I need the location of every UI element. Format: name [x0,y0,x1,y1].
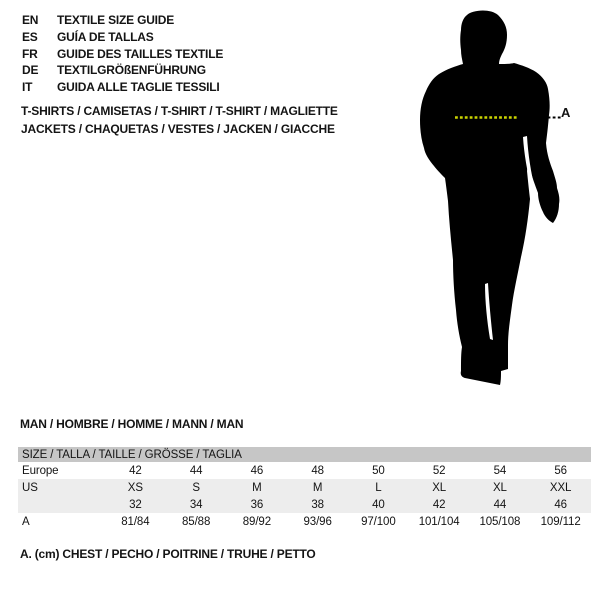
language-row-fr [22,47,223,64]
table-cell: 97/100 [361,515,396,528]
table-cell: 101/104 [418,515,460,528]
category-lines [21,103,338,138]
language-row-en [22,13,223,30]
table-cell: XXL [530,479,591,496]
table-cell: 52 [432,464,446,477]
table-header-row [18,447,591,462]
table-cell: 81/84 [121,515,150,528]
table-cell: 40 [348,496,409,513]
section-title-man: MAN / HOMBRE / HOMME / MANN / MAN [20,417,244,431]
language-label: GUÍA DE TALLAS [57,29,154,44]
table-cell: 36 [227,496,288,513]
language-code: IT [22,80,33,95]
language-row-de [22,63,223,80]
row-label [18,496,105,513]
table-cell: 46 [530,496,591,513]
table-cell: 85/88 [181,515,211,528]
table-row-us [18,479,591,496]
row-label: A [22,515,30,528]
language-legend [22,13,223,97]
table-cell: 44 [470,496,531,513]
table-cell: 48 [311,464,324,477]
table-header-cell: SIZE / TALLA / TAILLE / GRÖSSE / TAGLIA [18,447,591,462]
table-cell: XL [470,479,531,496]
table-cell: 89/92 [242,515,272,528]
language-row-it [22,80,223,97]
table-cell: S [166,479,227,496]
table-cell: 56 [554,464,567,477]
table-row-chest-a [18,513,591,530]
language-row-es [22,30,223,47]
language-code: EN [22,13,39,27]
language-label: GUIDA ALLE TAGLIE TESSILI [57,80,220,95]
table-cell: 42 [129,464,142,477]
table-cell: 93/96 [303,515,332,528]
row-label: US [18,479,105,496]
language-code: DE [22,63,39,78]
table-cell: 105/108 [479,515,521,528]
table-cell: 54 [493,464,507,477]
man-silhouette-figure [415,5,575,395]
table-cell: 38 [287,496,348,513]
table-cell: L [348,479,409,496]
category-line-jackets: JACKETS / CHAQUETAS / VESTES / JACKEN / GIACCHE [21,121,335,136]
table-cell: XL [409,479,470,496]
category-line-tshirts: T-SHIRTS / CAMISETAS / T-SHIRT / T-SHIRT / MAGLIETTE [21,104,338,118]
language-label: GUIDE DES TAILLES TEXTILE [57,46,224,61]
table-cell: XS [105,479,166,496]
table-cell: 42 [409,496,470,513]
table-cell: M [287,479,348,496]
measure-label-a: A [561,105,571,120]
row-label: Europe [22,464,59,477]
table-cell: 44 [189,464,203,477]
table-cell: M [227,479,288,496]
table-row-us-numeric [18,496,591,513]
table-cell: 34 [166,496,227,513]
language-label: TEXTILE SIZE GUIDE [57,13,175,27]
table-row-europe [18,462,591,479]
language-code: FR [22,46,38,61]
table-cell: 32 [105,496,166,513]
size-table [18,447,591,530]
table-cell: 109/112 [540,515,581,528]
language-code: ES [22,29,38,44]
measure-footnote: A. (cm) CHEST / PECHO / POITRINE / TRUHE / PETTO [20,547,316,561]
table-cell: 50 [372,464,385,477]
language-label: TEXTILGRÖßENFÜHRUNG [57,63,206,78]
table-cell: 46 [250,464,264,477]
